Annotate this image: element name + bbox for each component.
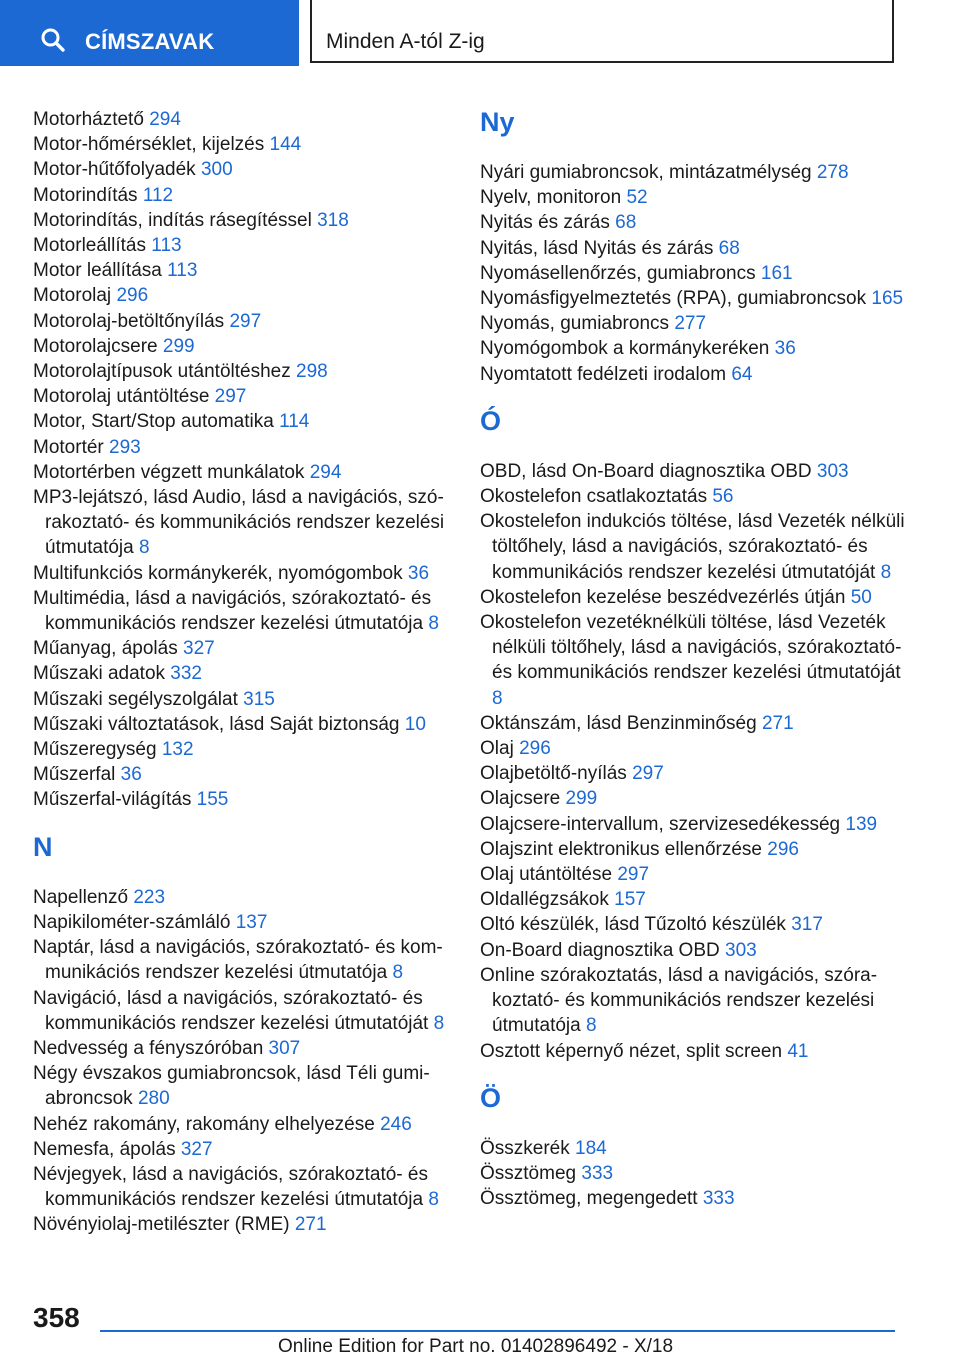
page-reference-link[interactable]: 144 (269, 134, 302, 156)
index-entry (480, 1039, 910, 1064)
page-reference-link[interactable]: 297 (229, 310, 262, 332)
page-reference-link[interactable]: 8 (139, 537, 150, 559)
index-entry-text: Okostelefon indukciós töltése, lásd Vezeték nélküli töltőhely, lásd a navigációs, szórakoztató- és kommunikációs rendszer kezelési útmutatóját (480, 511, 905, 583)
index-entry-text: Motor-hűtőfolyadék (33, 159, 196, 181)
page-reference-link[interactable]: 112 (142, 184, 174, 206)
page-reference-link[interactable]: 36 (120, 764, 142, 786)
index-entry-text: Oktánszám, lásd Benzinminőség (480, 712, 757, 734)
page-reference-link[interactable]: 277 (674, 313, 707, 335)
index-entry-text: Napellenző (33, 886, 129, 908)
index-entry-text: Motor-hőmérséklet, kijelzés (33, 134, 265, 156)
page-reference-link[interactable]: 137 (235, 911, 268, 933)
index-entry-text: Olajcsere-intervallum, szervizesedékesség (480, 813, 841, 835)
index-entry (33, 309, 453, 334)
index-entry-text: Naptár, lásd a navigációs, szórakoztató- és kommunikációs rendszer kezelési útmutatója (33, 937, 443, 984)
page-reference-link[interactable]: 8 (880, 561, 892, 583)
page-reference-link[interactable]: 297 (214, 386, 247, 408)
page-reference-link[interactable]: 8 (586, 1015, 597, 1037)
index-column-left (33, 107, 453, 1238)
page-reference-link[interactable]: 333 (581, 1162, 614, 1184)
index-entry (33, 910, 453, 935)
index-entry-text: Napikilométer-számláló (33, 911, 231, 933)
index-entry (33, 762, 453, 787)
page-reference-link[interactable]: 223 (133, 886, 166, 908)
index-entry (480, 786, 910, 811)
index-entry (33, 409, 453, 434)
index-entry-text: Olajbetöltő-nyílás (480, 763, 627, 785)
index-entry (480, 185, 910, 210)
page-reference-link[interactable]: 8 (392, 962, 404, 984)
page-reference-link[interactable]: 327 (180, 1138, 213, 1160)
index-entry-text: Nehéz rakomány, rakomány elhelyezése (33, 1113, 375, 1135)
index-entry (480, 736, 910, 761)
page-reference-link[interactable]: 50 (850, 586, 872, 608)
index-entry-text: Okostelefon kezelése beszédvezérlés útján (480, 586, 846, 608)
index-entry-text: Online szórakoztatás, lásd a navigációs, szórakoztató- és kommunikációs rendszer kezelési útmutatója (480, 964, 878, 1037)
index-entry (480, 963, 910, 1039)
index-entry (480, 336, 910, 361)
index-entry (480, 311, 910, 336)
index-entry-text: Navigáció, lásd a navigációs, szórakoztató- és kommunikációs rendszer kezelési útmutatóját (33, 987, 429, 1034)
index-entry-text: OBD, lásd On-Board diagnosztika OBD (480, 460, 812, 482)
section-letter: N (33, 831, 53, 862)
page-reference-link[interactable]: 297 (632, 763, 664, 785)
page-reference-link[interactable]: 68 (718, 237, 740, 259)
index-entry (33, 485, 453, 561)
page-number: 358 (33, 1302, 80, 1333)
index-entry-text: Motor, Start/Stop automatika (33, 411, 274, 433)
index-entry (33, 687, 453, 712)
index-entry-text: MP3-lejátszó, lásd Audio, lásd a navigációs, szórakoztató- és kommunikációs rendszer kezelési útmutatója (33, 487, 445, 559)
index-entry (33, 258, 453, 283)
page-reference-link[interactable]: 113 (151, 235, 182, 257)
a-to-z-tab-label: Minden A-tól Z-ig (326, 30, 485, 53)
search-icon (40, 27, 66, 53)
page-reference-link[interactable]: 114 (279, 411, 310, 433)
index-entry-text: Összkerék (480, 1137, 570, 1159)
index-entry (480, 761, 910, 786)
index-entry (33, 384, 453, 409)
index-entry (33, 636, 453, 661)
index-entry-text: Műszaki segélyszolgálat (33, 688, 238, 710)
index-entry (480, 912, 910, 937)
index-entry (480, 862, 910, 887)
page-reference-link[interactable]: 299 (162, 335, 195, 357)
page-reference-link[interactable]: 157 (614, 889, 646, 911)
index-entry-text: Motortér (33, 436, 104, 458)
index-entry-text: Motor leállítása (33, 260, 162, 282)
index-entry-text: Motorolaj-betöltőnyílás (33, 310, 225, 332)
index-entry (33, 1061, 453, 1111)
page-reference-link[interactable]: 299 (565, 788, 598, 810)
index-entry-text: Motorindítás, indítás rásegítéssel (33, 209, 312, 231)
index-entry-text: Négy évszakos gumiabroncsok, lásd Téli gumiabroncsok (33, 1063, 430, 1110)
page-reference-link[interactable]: 298 (296, 361, 328, 383)
index-entry-text: Nyelv, monitoron (480, 187, 622, 209)
index-entry (33, 1212, 453, 1237)
index-column-right (480, 107, 910, 1211)
page-reference-link[interactable]: 294 (309, 461, 342, 483)
page-reference-link[interactable]: 41 (787, 1040, 809, 1062)
index-entry (480, 711, 910, 736)
index-entry (480, 236, 910, 261)
index-entry (33, 737, 453, 762)
index-entry-text: Nyitás és zárás (480, 212, 610, 234)
index-entry-text: Nyári gumiabroncsok, mintázatmélység (480, 162, 812, 183)
index-entry (480, 1136, 910, 1161)
index-entry-text: Olaj utántöltése (480, 864, 613, 886)
page-reference-link[interactable]: 315 (243, 688, 275, 710)
index-entry (480, 585, 910, 610)
index-entry-text: Motorolajtípusok utántöltéshez (33, 361, 291, 383)
page-reference-link[interactable]: 8 (428, 1189, 439, 1211)
index-entry (33, 885, 453, 910)
index-entry-text: Nyomógombok a kormánykeréken (480, 338, 770, 360)
index-entry-text: Műszaki adatok (33, 663, 166, 685)
page-reference-link[interactable]: 56 (712, 486, 734, 508)
page-reference-link[interactable]: 64 (731, 363, 753, 385)
page-reference-link[interactable]: 113 (167, 260, 198, 282)
index-entry-text: Motorleállítás (33, 235, 146, 257)
index-entry (33, 1036, 453, 1061)
index-entry-text: Oltó készülék, lásd Tűzoltó készülék (480, 914, 786, 936)
index-entry (33, 283, 453, 308)
index-entry (33, 208, 453, 233)
page-reference-link[interactable]: 184 (575, 1137, 607, 1159)
index-entry (33, 107, 453, 132)
index-entry (480, 887, 910, 912)
index-entry-text: Nyomtatott fedélzeti irodalom (480, 363, 727, 385)
index-entry (480, 610, 910, 711)
index-entry-text: Olajszint elektronikus ellenőrzése (480, 838, 762, 860)
index-entry (33, 787, 453, 812)
index-entry (33, 334, 453, 359)
index-entry-text: Olaj (480, 738, 514, 760)
index-entry (480, 938, 910, 963)
index-entry-text: Műszerfal (33, 764, 116, 786)
index-entry-text: Nyomásellenőrzés, gumiabroncs (480, 262, 756, 284)
page-reference-link[interactable]: 307 (268, 1037, 301, 1059)
index-entry (480, 837, 910, 862)
page-reference-link[interactable]: 303 (725, 939, 757, 961)
page-reference-link[interactable]: 132 (161, 739, 194, 761)
index-entry-text: Nyomás, gumiabroncs (480, 313, 670, 335)
index-entry-text: Össztömeg, megengedett (480, 1188, 698, 1210)
page-reference-link[interactable]: 294 (149, 109, 181, 130)
page-reference-link[interactable]: 303 (816, 460, 849, 482)
index-entry (33, 132, 453, 157)
index-entry (480, 362, 910, 387)
index-entry (480, 812, 910, 837)
page-reference-link[interactable]: 36 (774, 338, 796, 360)
page-reference-link[interactable]: 318 (317, 209, 349, 231)
index-entry-text: Motortérben végzett munkálatok (33, 461, 305, 483)
index-entry (33, 1162, 453, 1212)
index-entry-text: On-Board diagnosztika OBD (480, 939, 720, 961)
page-reference-link[interactable]: 161 (760, 262, 793, 284)
page-reference-link[interactable]: 333 (702, 1188, 735, 1210)
edition-note: Online Edition for Part no. 01402896492 - X/18 (278, 1336, 674, 1357)
index-entry (480, 261, 910, 286)
index-entry-text: Motorolaj utántöltése (33, 386, 210, 408)
index-entry (480, 509, 910, 585)
page-reference-link[interactable]: 293 (109, 436, 141, 458)
page-reference-link[interactable]: 296 (116, 285, 149, 307)
index-entry (33, 157, 453, 182)
index-entry-text: Műanyag, ápolás (33, 638, 178, 660)
index-entry (33, 359, 453, 384)
index-entry-text: Okostelefon csatlakoztatás (480, 486, 708, 508)
index-entry (480, 459, 910, 484)
keywords-tab[interactable] (0, 0, 299, 66)
index-entry (480, 210, 910, 235)
page-reference-link[interactable]: 8 (428, 613, 439, 635)
section-letter: Ó (480, 405, 502, 436)
index-entry-text: Nedvesség a fényszóróban (33, 1037, 264, 1059)
page-reference-link[interactable]: 296 (767, 838, 799, 860)
page-reference-link[interactable]: 36 (407, 562, 430, 584)
index-entry (33, 561, 453, 586)
index-entry (33, 1112, 453, 1137)
page-reference-link[interactable]: 296 (519, 738, 551, 760)
page-reference-link[interactable]: 300 (200, 159, 233, 181)
index-entry-text: Motorháztető (33, 109, 144, 130)
index-entry-text: Nyomásfigyelmeztetés (RPA), gumiabroncsok (480, 288, 867, 310)
index-entry-text: Olajcsere (480, 788, 561, 810)
index-entry (33, 935, 453, 985)
index-entry-text: Multifunkciós kormánykerék, nyomógombok (33, 562, 403, 584)
page-reference-link[interactable]: 155 (196, 789, 229, 811)
page-reference-link[interactable]: 327 (183, 638, 215, 660)
index-entry-text: Nyitás, lásd Nyitás és zárás (480, 237, 714, 259)
index-entry (480, 484, 910, 509)
index-entry-text: Motorindítás (33, 184, 138, 206)
index-entry (33, 986, 453, 1036)
index-entry (480, 160, 910, 185)
page-reference-link[interactable]: 297 (617, 864, 650, 886)
index-entry-text: Műszaki változtatások, lásd Saját biztonság (33, 713, 400, 735)
index-entry (33, 460, 453, 485)
index-entry (480, 1186, 910, 1211)
page-reference-link[interactable]: 278 (816, 162, 849, 183)
index-entry-text: Motorolajcsere (33, 335, 158, 357)
index-entry-text: Névjegyek, lásd a navigációs, szórakoztató- és kommunikációs rendszer kezelési útmutatója (33, 1163, 428, 1211)
page-reference-link[interactable]: 8 (433, 1012, 445, 1034)
keywords-tab-label: CÍMSZAVAK (85, 29, 215, 54)
page-reference-link[interactable]: 317 (791, 914, 823, 936)
header (0, 0, 960, 66)
index-entry (33, 661, 453, 686)
page-reference-link[interactable]: 271 (294, 1214, 327, 1236)
index-entry-text: Nemesfa, ápolás (33, 1138, 176, 1160)
index-entry-text: Multimédia, lásd a navigációs, szórakoztató- és kommunikációs rendszer kezelési útmutatója (33, 587, 432, 635)
index-entry-text: Oldallégzsákok (480, 889, 609, 911)
page-reference-link[interactable]: 52 (626, 187, 648, 209)
index-entry (33, 712, 453, 737)
index-entry-text: Műszerfal-világítás (33, 789, 192, 811)
index-entry-text: Növényiolaj-metilészter (RME) (33, 1214, 290, 1236)
index-entry-text: Motorolaj (33, 285, 112, 307)
page-reference-link[interactable]: 332 (170, 663, 202, 685)
page-reference-link[interactable]: 10 (404, 713, 426, 735)
index-entry-text: Műszeregység (33, 739, 157, 761)
index-entry (33, 435, 453, 460)
index-entry (33, 233, 453, 258)
index-entry (480, 1161, 910, 1186)
page-reference-link[interactable]: 8 (492, 687, 503, 709)
section-letter: Ö (480, 1082, 502, 1113)
footer-divider (100, 1330, 895, 1332)
page-reference-link[interactable]: 280 (137, 1088, 170, 1110)
index-entry-text: Okostelefon vezetéknélküli töltése, lásd Vezeték nélküli töltőhely, lásd a navigációs, szórakoztató- és kommunikációs rendszer kezelési útmutatóját (480, 612, 902, 684)
page-reference-link[interactable]: 139 (845, 813, 878, 835)
index-entry (33, 183, 453, 208)
index-entry-text: Osztott képernyő nézet, split screen (480, 1040, 783, 1062)
page-reference-link[interactable]: 271 (761, 712, 794, 734)
index-entry-text: Össztömeg (480, 1162, 577, 1184)
page-reference-link[interactable]: 68 (615, 212, 637, 234)
a-to-z-tab[interactable] (310, 0, 894, 63)
index-entry (33, 586, 453, 636)
page-reference-link[interactable]: 165 (871, 288, 904, 310)
page-reference-link[interactable]: 246 (380, 1113, 412, 1135)
section-letter: Ny (480, 107, 515, 137)
index-entry (480, 286, 910, 311)
index-entry (33, 1137, 453, 1162)
